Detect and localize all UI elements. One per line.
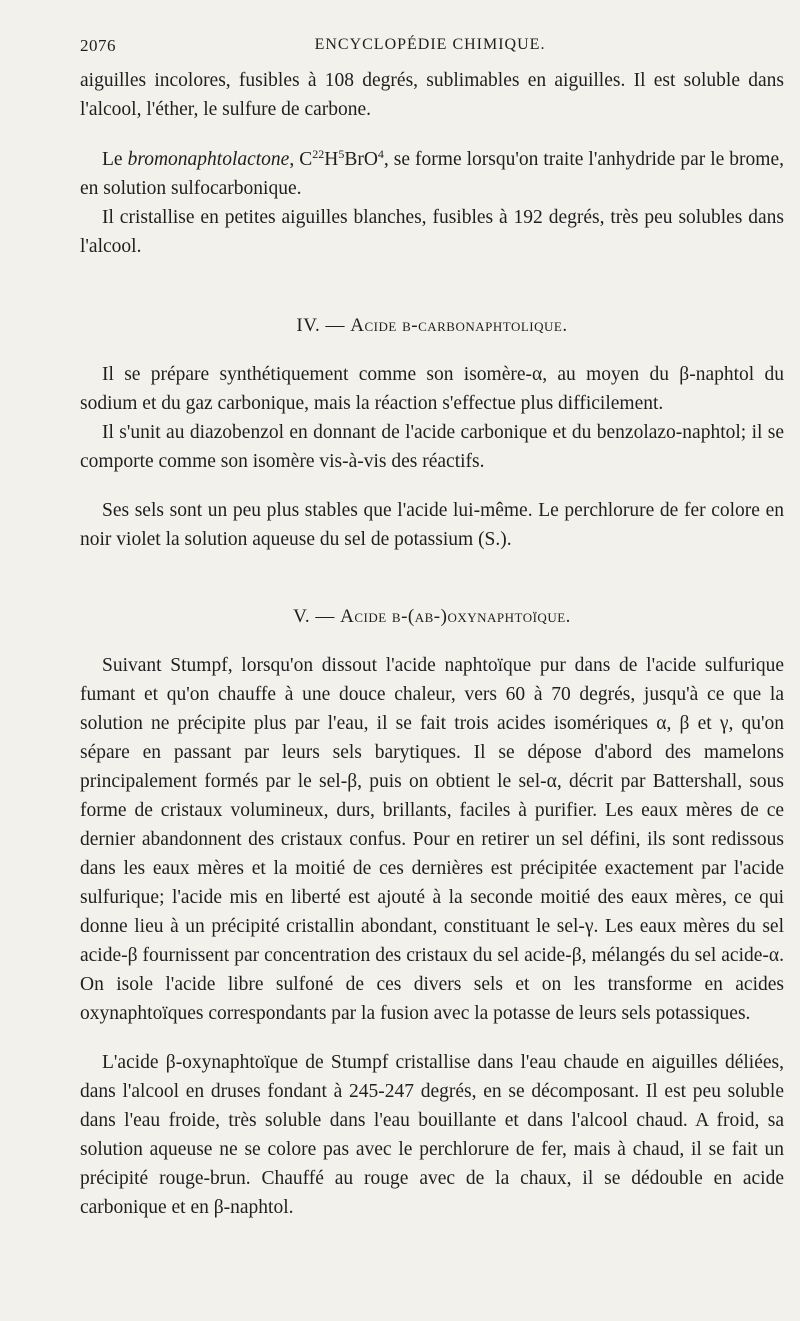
page-header <box>80 36 780 60</box>
section-title: Acide β-carbonaphtolique. <box>350 315 568 336</box>
section-heading-iv <box>80 311 784 340</box>
formula-h-count: 5 <box>338 147 345 161</box>
paragraph-bromonaphtolactone: Le bromonaphtolactone, $C^{22}H^5BrO^4$, se forme lorsqu'on traite l'anhydride par le brome, en solution sulfocarbonique. <box>80 147 784 199</box>
compound-name: bromonaphtolactone <box>127 149 290 170</box>
formula-h: H <box>324 149 339 170</box>
section-number: IV. — <box>296 315 351 336</box>
page-number: 2076 <box>80 36 116 55</box>
paragraph: Il se prépare synthétiquement comme son isomère-α, au moyen du β-naphtol du sodium et du gaz carbonique, mais la réaction s'effectue plus difficilement. <box>80 364 784 414</box>
section-number: V. — <box>293 606 341 627</box>
paragraph-crystallization: Il cristallise en petites aiguilles blanches, fusibles à 192 degrés, très peu solubles dans l'alcool. <box>80 207 784 257</box>
paragraph: Ses sels sont un peu plus stables que l'acide lui-même. Le perchlorure de fer colore en noir violet la solution aqueuse du sel de potassium (S.). <box>80 500 784 550</box>
section-heading-v <box>80 602 784 631</box>
paragraph: Il s'unit au diazobenzol en donnant de l'acide carbonique et du benzolazo-naphtol; il se comporte comme son isomère vis-à-vis des réactifs. <box>80 422 784 472</box>
running-title: ENCYCLOPÉDIE CHIMIQUE. <box>314 36 546 53</box>
bromo-lead: Le <box>102 149 128 170</box>
formula-o-count: 4 <box>377 147 384 161</box>
page-body <box>80 66 784 1222</box>
formula-bro: BrO <box>344 149 378 170</box>
paragraph: L'acide β-oxynaphtoïque de Stumpf cristallise dans l'eau chaude en aiguilles déliées, dans l'alcool en druses fondant à 245-247 degrés, en se décomposant. Il est peu soluble dans l'eau froide, très soluble dans l'eau bouillante et dans l'alcool chaud. A froid, sa solution aqueuse ne se colore pas avec le perchlorure de fer, mais à chaud, il se fait un précipité rouge-brun. Chauffé au rouge avec de la chaux, il se dédouble en acide carbonique et en β-naphtol. <box>80 1052 784 1218</box>
bromo-tail: , se forme lorsqu'on traite l'anhydride par le brome, en solution sulfocarbonique. <box>80 149 784 199</box>
paragraph-continuation: aiguilles incolores, fusibles à 108 degrés, sublimables en aiguilles. Il est soluble dans l'alcool, l'éther, le sulfure de carbone. <box>80 70 784 120</box>
formula-c-count: 22 <box>312 147 325 161</box>
paragraph: Suivant Stumpf, lorsqu'on dissout l'acide naphtoïque pur dans de l'acide sulfurique fumant et qu'on chauffe à une douce chaleur, vers 60 à 70 degrés, jusqu'à ce que la solution ne précipite plus par l'eau, il se fait trois acides isomériques α, β et γ, qu'on sépare en passant par leurs sels barytiques. Il se dépose d'abord des mamelons principalement formés par le sel-β, puis on obtient le sel-α, décrit par Battershall, sous forme de cristaux volumineux, durs, brillants, faciles à purifier. Les eaux mères de ce dernier abandonnent des cristaux confus. Pour en retirer un sel défini, ils sont redissous dans les eaux mères et la moitié de ces dernières est précipitée exactement par l'acide sulfurique; l'acide mis en liberté est ajouté à la seconde moitié des eaux mères, ce qui donne lieu à un précipité cristallin abondant, constituant le sel-γ. Les eaux mères du sel acide-β fournissent par concentration des cristaux du sel acide-β, mélangés du sel acide-α. On isole l'acide libre sulfoné de ces divers sels et on les transforme en acides oxynaphtoïques correspondants par la fusion avec la potasse de leurs sels potassiques. <box>80 655 784 1024</box>
section-title: Acide β-(αβ-)oxynaphtoïque. <box>340 606 571 627</box>
formula <box>299 149 384 170</box>
formula-c: C <box>299 149 313 170</box>
